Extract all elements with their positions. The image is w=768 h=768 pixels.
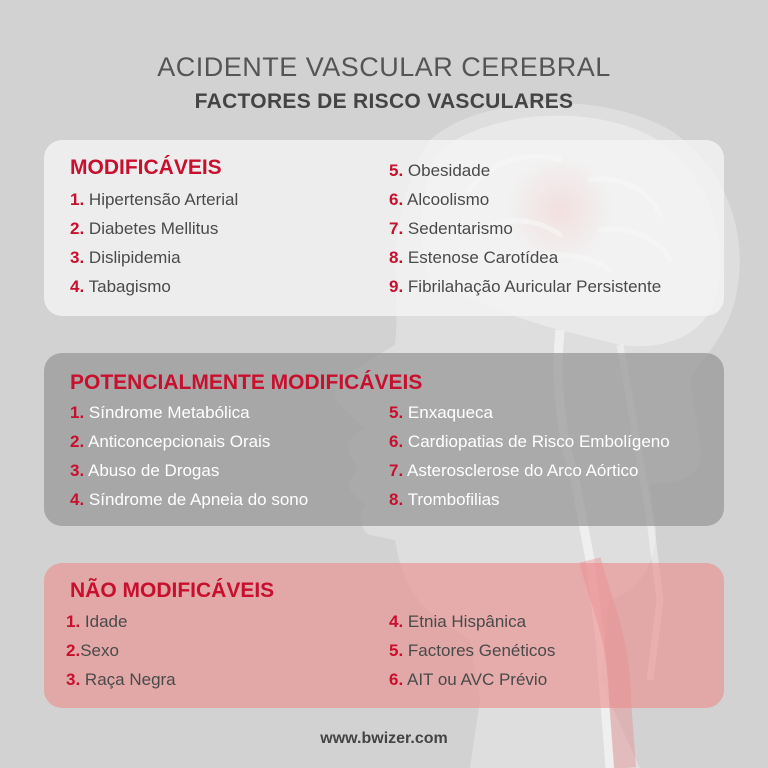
page-subtitle: FACTORES DE RISCO VASCULARES: [194, 90, 574, 113]
right-column: [389, 398, 670, 514]
list-item: 1. Síndrome Metabólica: [70, 403, 250, 422]
left-column: [66, 607, 176, 694]
list-item: 8. Estenose Carotídea: [389, 248, 559, 267]
list-item: 6. Alcoolismo: [389, 190, 490, 209]
list-item: 5. Enxaqueca: [389, 403, 493, 422]
list-item: 7. Asterosclerose do Arco Aórtico: [389, 461, 639, 480]
modifiable-factors-panel: [44, 140, 724, 316]
list-item: 7. Sedentarismo: [389, 219, 513, 238]
list-item: 2.Sexo: [66, 641, 119, 660]
non-modifiable-factors-panel: [44, 563, 724, 708]
section-heading: POTENCIALMENTE MODIFICÁVEIS: [70, 371, 423, 394]
list-item: 3. Abuso de Drogas: [70, 461, 220, 480]
list-item: 1. Idade: [66, 612, 128, 631]
list-item: 2. Diabetes Mellitus: [70, 219, 219, 238]
list-item: 4. Etnia Hispânica: [389, 612, 527, 631]
list-item: 2. Anticoncepcionais Orais: [70, 432, 271, 451]
left-column: [70, 398, 308, 514]
right-column: [389, 607, 555, 694]
list-item: 8. Trombofilias: [389, 490, 500, 509]
list-item: 4. Síndrome de Apneia do sono: [70, 490, 309, 509]
potentially-modifiable-factors-panel: [44, 353, 724, 526]
page-title: ACIDENTE VASCULAR CEREBRAL: [157, 52, 611, 82]
section-heading: NÃO MODIFICÁVEIS: [70, 579, 275, 602]
list-item: 9. Fibrilahação Auricular Persistente: [389, 277, 662, 296]
right-column: [389, 156, 661, 301]
list-item: 5. Factores Genéticos: [389, 641, 556, 660]
list-item: 1. Hipertensão Arterial: [70, 190, 239, 209]
list-item: 3. Dislipidemia: [70, 248, 181, 267]
list-item: 3. Raça Negra: [66, 670, 176, 689]
website-link[interactable]: www.bwizer.com: [320, 730, 448, 747]
list-item: 4. Tabagismo: [70, 277, 171, 296]
section-heading: MODIFICÁVEIS: [70, 156, 222, 179]
list-item: 5. Obesidade: [389, 161, 491, 180]
left-column: [70, 185, 238, 301]
list-item: 6. Cardiopatias de Risco Embolígeno: [389, 432, 670, 451]
list-item: 6. AIT ou AVC Prévio: [389, 670, 548, 689]
